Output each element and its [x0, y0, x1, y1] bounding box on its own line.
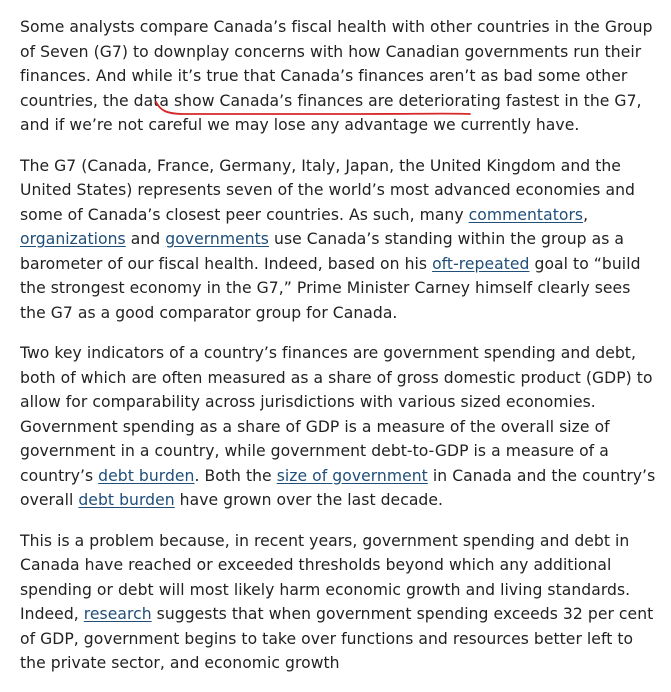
- text-run: The G7 (Canada, France, Germany, Italy, Japan, the United Kingdom and the United States) represents seven of the world’s most advanced economies and some of Canada’s closest peer countries. As such, many: [20, 156, 635, 224]
- inline-link[interactable]: research: [83, 605, 152, 623]
- text-run: Some analysts compare Canada’s fiscal health with other countries in the Group of Seven (G7) to downplay concerns with how Canadian governments run their finances. And while it’s true that Canada’s finances aren’t as bad some other countries, the data show Canada’s fina: [20, 18, 653, 110]
- text-run: use Canada’s standing within the group as a barometer of our fiscal health. Indeed, based on his: [20, 230, 624, 273]
- text-run: if we’re not careful we may lose any advantage we currently have.: [49, 116, 580, 134]
- inline-link[interactable]: oft-repeated: [432, 254, 530, 273]
- inline-link[interactable]: commentators: [468, 205, 584, 224]
- article-paragraph: [20, 15, 660, 138]
- article-paragraph: [20, 154, 660, 326]
- text-run: goal to “build the strongest economy in the G7,” Prime Minister Carney himself clearly sees the G7 as a good comparator group for Canada.: [20, 254, 641, 322]
- text-run: have grown over the last decade.: [174, 491, 444, 509]
- text-run: . Both the: [194, 466, 277, 485]
- inline-link[interactable]: organizations: [20, 230, 126, 248]
- inline-link[interactable]: size of government: [276, 466, 428, 485]
- text-run: suggests that when government spending exceeds 32 per cent of GDP, government begins to take over functions and resources better left to the private sector, and economic growth: [20, 605, 654, 672]
- article-body: [20, 15, 660, 692]
- text-run: in Canada and the country’s overall: [20, 466, 656, 509]
- text-run: This is a problem because, in recent years, government spending and debt in Canada have reached or exceeded thresholds beyond which any additional spending or debt will most likely harm economic growth and living standards. Indeed,: [20, 531, 631, 623]
- text-run: Two key indicators of a country’s finances are government spending and debt, both of which are often measured as a share of gross domestic product (GDP) to allow for comparability across jurisdictions with various sized economies. Government spending as a share of GDP is a measure of the overall size of government in a country, while government debt-to-GDP is a measure of a country’s: [20, 344, 653, 485]
- inline-link[interactable]: debt burden: [78, 491, 175, 509]
- article-paragraph: [20, 341, 660, 513]
- text-run: ,: [583, 205, 589, 224]
- text-run: and: [125, 230, 166, 248]
- highlighted-phrase: nces are deteriorating fastest in the G7, and: [20, 91, 642, 134]
- inline-link[interactable]: debt burden: [98, 466, 195, 485]
- article-paragraph: [20, 529, 660, 676]
- inline-link[interactable]: governments: [165, 230, 269, 248]
